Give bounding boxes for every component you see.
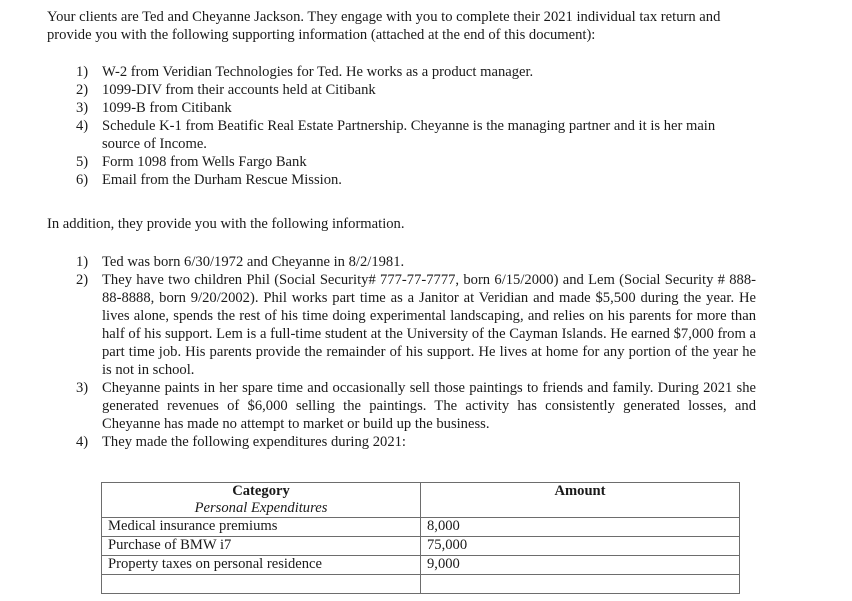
- list-text: They have two children Phil (Social Security# 777-77-7777, born 6/15/2000) and Lem (Social Security # 888-88-8888, born 9/20/2002). Phil works part time as a Janitor at Veridian and made $5,500 during the year. He lives alone, spends the rest of his time doing experimental landscaping, and relies on his parents for more than half of his support. Lem is a full-time student at the University of the Cayman Islands. He earned $7,000 from a part time job. His parents provide the remainder of his support. He lives at home for any portion of the year he is not in school.: [102, 272, 756, 378]
- list-text: Email from the Durham Rescue Mission.: [102, 172, 342, 188]
- additional-info-intro: In addition, they provide you with the following information.: [47, 216, 405, 232]
- category-cell: Purchase of BMW i7: [102, 537, 421, 556]
- table-row: [102, 575, 740, 594]
- category-header-cell: [102, 483, 421, 518]
- category-cell: Property taxes on personal residence: [102, 556, 421, 575]
- list-item: [76, 81, 756, 99]
- facts-list: [76, 253, 756, 451]
- list-text: They made the following expenditures during 2021:: [102, 434, 406, 450]
- amount-header: Amount: [421, 483, 740, 518]
- list-text: Cheyanne paints in her spare time and occasionally sell those paintings to friends and family. During 2021 she generated revenues of $6,000 selling the paintings. The activity has consistently generated losses, and Cheyanne has made no attempt to market or build up the business.: [102, 380, 756, 432]
- list-text: Form 1098 from Wells Fargo Bank: [102, 154, 307, 170]
- intro-paragraph: Your clients are Ted and Cheyanne Jackson. They engage with you to complete their 2021 individual tax return and provide you with the following supporting information (attached at the end of this document):: [47, 9, 721, 43]
- list-number: 4): [76, 118, 89, 134]
- list-item: [76, 153, 756, 171]
- list-text: 1099-B from Citibank: [102, 100, 232, 116]
- list-number: 4): [76, 434, 89, 450]
- list-item: [76, 271, 756, 379]
- category-cell: Medical insurance premiums: [102, 518, 421, 537]
- section-label: Personal Expenditures: [194, 500, 328, 516]
- list-item: [76, 117, 756, 153]
- list-item: [76, 253, 756, 271]
- list-item: [76, 379, 756, 433]
- table-row: [102, 537, 740, 556]
- amount-cell: 9,000: [421, 556, 740, 575]
- list-number: 3): [76, 100, 89, 116]
- list-number: 3): [76, 380, 89, 396]
- category-cell: [102, 575, 421, 594]
- list-item: [76, 99, 756, 117]
- expenditures-table: [101, 482, 740, 594]
- amount-cell: 75,000: [421, 537, 740, 556]
- list-number: 2): [76, 82, 89, 98]
- table-row: [102, 556, 740, 575]
- amount-cell: [421, 575, 740, 594]
- list-text: 1099-DIV from their accounts held at Citibank: [102, 82, 376, 98]
- list-text: W-2 from Veridian Technologies for Ted. He works as a product manager.: [102, 64, 534, 80]
- list-item: [76, 63, 756, 81]
- list-number: 2): [76, 272, 89, 288]
- list-number: 5): [76, 154, 89, 170]
- list-item: [76, 171, 756, 189]
- table-row: [102, 518, 740, 537]
- amount-cell: 8,000: [421, 518, 740, 537]
- table-header-row: [102, 483, 740, 518]
- list-item: [76, 433, 756, 451]
- documents-list: [76, 63, 756, 189]
- category-header: Category: [232, 483, 290, 499]
- list-number: 1): [76, 64, 89, 80]
- list-text: Ted was born 6/30/1972 and Cheyanne in 8/2/1981.: [102, 254, 405, 270]
- list-number: 1): [76, 254, 89, 270]
- list-number: 6): [76, 172, 89, 188]
- list-text: Schedule K-1 from Beatific Real Estate Partnership. Cheyanne is the managing partner and it is her main source of Income.: [102, 118, 716, 152]
